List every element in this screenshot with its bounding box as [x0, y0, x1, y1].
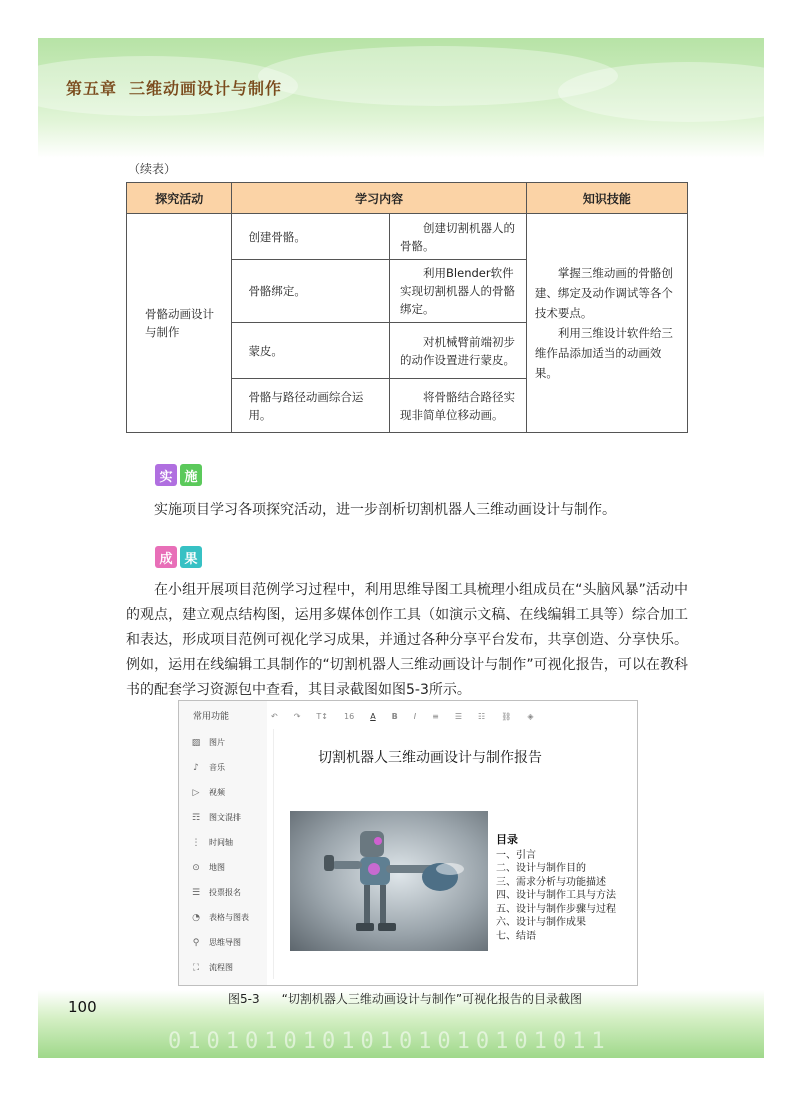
sidebar-item-text-image[interactable]: ☶ 图文混排: [191, 812, 241, 823]
content-cell: 骨骼绑定。: [232, 260, 390, 323]
chapter-number: 第五章: [66, 79, 118, 98]
video-icon: ▷: [192, 787, 200, 798]
chart-icon: ◔: [192, 912, 200, 923]
font-color-button[interactable]: A: [370, 711, 376, 721]
toc-heading: 目录: [496, 833, 518, 846]
ordered-list-icon[interactable]: ☰: [454, 711, 463, 721]
undo-icon[interactable]: ↶: [271, 711, 278, 721]
image-icon: ▨: [191, 737, 201, 748]
sidebar-item-flowchart[interactable]: ⛶ 流程图: [192, 962, 233, 973]
figure-label: 图5-3: [228, 992, 260, 1006]
chapter-title: [66, 76, 282, 99]
sidebar-item-chart[interactable]: ◔ 表格与图表: [192, 912, 249, 923]
table-header-cell: 探究活动: [127, 183, 232, 214]
sidebar-item-image[interactable]: ▨ 图片: [191, 737, 225, 748]
toc-item[interactable]: 二、设计与制作目的: [496, 863, 586, 874]
result-badge: [155, 546, 202, 568]
badge-char: 施: [180, 464, 202, 486]
sidebar-item-vote[interactable]: ☰ 投票报名: [191, 887, 241, 898]
result-paragraph: [126, 578, 688, 703]
implement-text: 实施项目学习各项探究活动，进一步剖析切割机器人三维动画设计与制作。: [154, 502, 616, 518]
footer-digits: 01010101010101010101011: [168, 1029, 611, 1054]
toc-item[interactable]: 七、结语: [496, 930, 536, 942]
badge-char: 实: [155, 464, 177, 486]
text-image-icon: ☶: [191, 812, 201, 823]
mindmap-icon: ⚲: [192, 937, 200, 948]
table-continued-label: （续表）: [128, 162, 177, 176]
toc-item[interactable]: 一、引言: [496, 849, 536, 861]
figure-caption: [228, 990, 582, 1007]
font-size-select[interactable]: 16: [344, 711, 355, 721]
content-cell: 创建骨骼。: [232, 214, 390, 260]
flowchart-icon: ⛶: [192, 962, 200, 973]
detail-cell: 创建切割机器人的骨骼。: [390, 214, 527, 260]
table-header-cell: 知识技能: [526, 183, 687, 214]
sidebar-title: 常用功能: [193, 712, 230, 722]
badge-char: 成: [155, 546, 177, 568]
timeline-icon: ⋮: [191, 837, 201, 848]
sidebar-item-video[interactable]: ▷ 视频: [192, 787, 225, 798]
sidebar: [179, 701, 267, 985]
content-cell: 骨骼与路径动画综合运用。: [232, 379, 390, 433]
badge-char: 果: [180, 546, 202, 568]
document-canvas[interactable]: [273, 729, 631, 979]
chapter-name: 三维动画设计与制作: [129, 79, 283, 98]
sidebar-item-map[interactable]: ⊙ 地图: [192, 862, 225, 873]
sidebar-item-music[interactable]: ♪ 音乐: [191, 762, 225, 773]
fill-icon[interactable]: ◈: [527, 711, 534, 721]
table-of-contents: [496, 833, 616, 943]
report-title: 切割机器人三维动画设计与制作报告: [318, 750, 542, 766]
detail-cell: 利用Blender软件实现切割机器人的骨骼绑定。: [390, 260, 527, 323]
page-number: 100: [68, 998, 97, 1016]
bold-button[interactable]: B: [391, 711, 398, 721]
map-icon: ⊙: [192, 862, 200, 873]
table-row: [127, 214, 688, 260]
align-icon[interactable]: ≡: [432, 711, 439, 721]
implement-badge: [155, 464, 202, 486]
sidebar-item-mindmap[interactable]: ⚲ 思维导图: [192, 937, 241, 948]
skill-text: 利用三维设计软件给三维作品添加适当的动画效果。: [534, 326, 673, 380]
vote-icon: ☰: [191, 887, 201, 898]
report-screenshot: [178, 700, 638, 986]
detail-cell: 对机械臂前端初步的动作设置进行蒙皮。: [390, 323, 527, 379]
editor-toolbar: [271, 707, 631, 725]
result-text: 在小组开展项目范例学习过程中，利用思维导图工具梳理小组成员在“头脑风暴”活动中的观点，建立观点结构图，运用多媒体创作工具（如演示文稿、在线编辑工具等）综合加工和表达，形成项目范例可视化学习成果，并通过各种分享平台发布，共享创造、分享快乐。例如，运用在线编辑工具制作的“切割机器人三维动画设计与制作”可视化报告，可以在教科书的配套学习资源包中查看，其目录截图如图5-3所示。: [126, 582, 688, 698]
skill-text: 掌握三维动画的骨骼创建、绑定及动作调试等各个技术要点。: [534, 266, 673, 320]
table-header-row: [127, 183, 688, 214]
toc-item[interactable]: 六、设计与制作成果: [496, 917, 586, 928]
link-icon[interactable]: ⛓: [501, 711, 512, 721]
skills-cell: [526, 214, 687, 433]
toc-item[interactable]: 五、设计与制作步骤与过程: [496, 903, 616, 915]
implement-paragraph: [126, 498, 688, 523]
robot-illustration: [290, 811, 488, 951]
bullet-list-icon[interactable]: ☷: [478, 711, 486, 721]
activity-cell: 骨骼动画设计与制作: [127, 214, 232, 433]
redo-icon[interactable]: ↷: [293, 711, 301, 721]
detail-cell: 将骨骼结合路径实现非简单位移动画。: [390, 379, 527, 433]
activity-table: [126, 182, 688, 433]
robot-image: [290, 811, 488, 951]
content-cell: 蒙皮。: [232, 323, 390, 379]
toc-item[interactable]: 三、需求分析与功能描述: [496, 876, 606, 888]
text-style-button[interactable]: T↕: [316, 711, 328, 721]
toc-item[interactable]: 四、设计与制作工具与方法: [496, 890, 616, 901]
table-header-cell: 学习内容: [232, 183, 526, 214]
figure-caption-text: “切割机器人三维动画设计与制作”可视化报告的目录截图: [281, 992, 583, 1006]
sidebar-item-timeline[interactable]: ⋮ 时间轴: [191, 837, 233, 848]
italic-button[interactable]: I: [413, 711, 417, 721]
music-icon: ♪: [193, 762, 199, 773]
